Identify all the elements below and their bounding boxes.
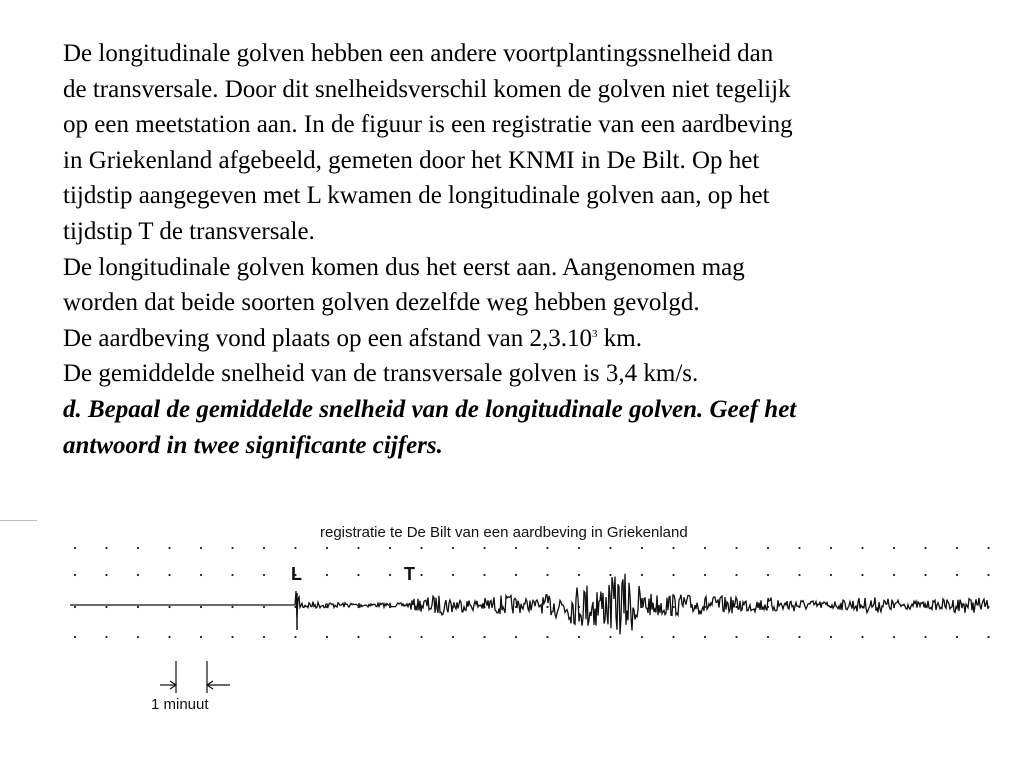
- p1-line-4: in Griekenland afgebeeld, gemeten door het KNMI in De Bilt. Op het: [63, 146, 760, 174]
- distance-line: [63, 321, 1003, 357]
- p1-line-2: de transversale. Door dit snelheidsverschil komen de golven niet tegelijk: [63, 75, 791, 103]
- distance-text: De aardbeving vond plaats op een afstand van 2,3.10: [63, 324, 593, 352]
- p1-line-3: op een meetstation aan. In de figuur is een registratie van een aardbeving: [63, 111, 793, 139]
- p2-line-2: worden dat beide soorten golven dezelfde weg hebben gevolgd.: [63, 289, 700, 317]
- question-line-2: antwoord in twee significante cijfers.: [63, 431, 443, 459]
- p2-line-1: De longitudinale golven komen dus het eerst aan. Aangenomen mag: [63, 253, 745, 281]
- dot-grid: [74, 547, 990, 638]
- distance-exponent: 3: [592, 327, 598, 340]
- p1-line-6: tijdstip T de transversale.: [63, 217, 315, 245]
- question-line-1: d. Bepaal de gemiddelde snelheid van de longitudinale golven. Geef het: [63, 395, 797, 423]
- scale-bar: [160, 661, 230, 693]
- speed-line: De gemiddelde snelheid van de transversale golven is 3,4 km/s.: [63, 360, 699, 388]
- p1-line-1: De longitudinale golven hebben een andere voortplantingssnelheid dan: [63, 40, 774, 67]
- text-block: [63, 36, 1003, 463]
- label-T: T: [404, 564, 415, 584]
- scale-label: 1 minuut: [151, 696, 209, 713]
- seismogram-trace: [70, 574, 988, 635]
- seismogram-figure: [0, 505, 1024, 768]
- figure-title: registratie te De Bilt van een aardbeving in Griekenland: [320, 524, 688, 541]
- p1-line-5: tijdstip aangegeven met L kwamen de longitudinale golven aan, op het: [63, 182, 770, 210]
- label-L: L: [291, 564, 302, 584]
- distance-unit: km.: [597, 324, 642, 352]
